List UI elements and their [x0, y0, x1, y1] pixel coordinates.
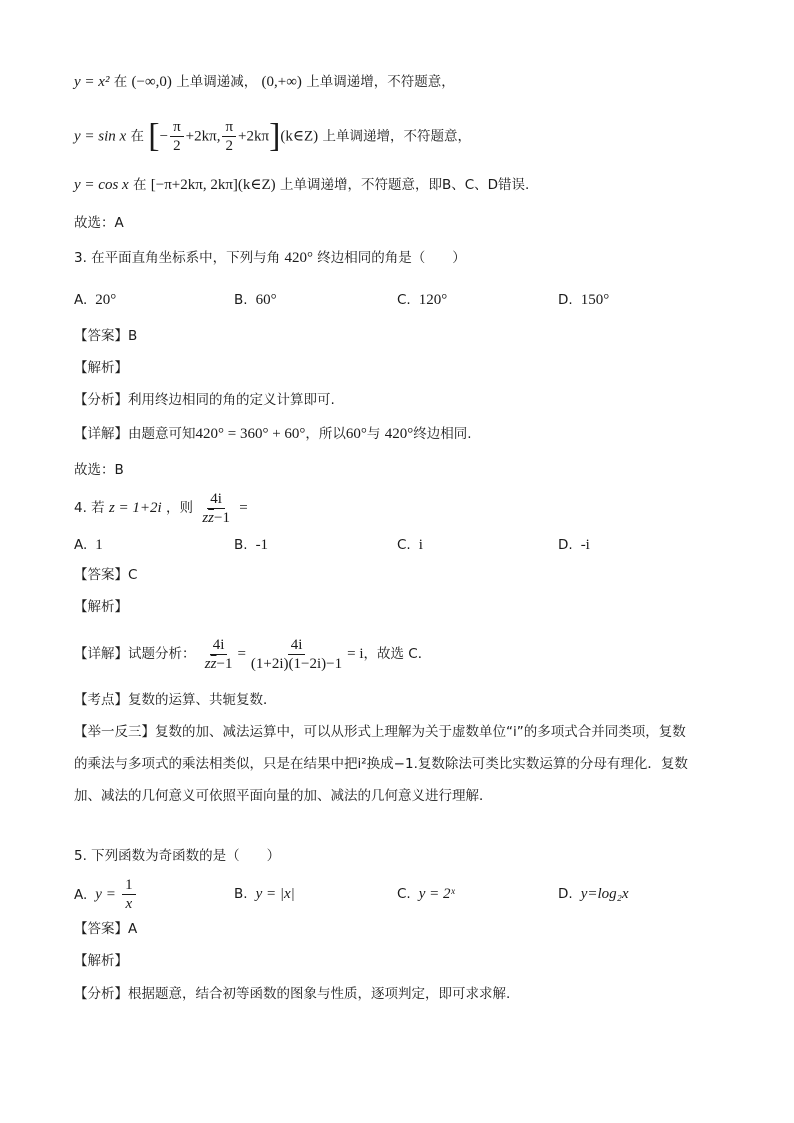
- line-cos: y = cos x 在 [−π+2kπ, 2kπ](k∈Z) 上单调递增，不符题意，即B、C、D错误.: [74, 177, 530, 193]
- q4-juyi-line1: 【举一反三】复数的加、减法运算中，可以从形式上理解为关于虚数单位“i”的多项式合并同类项，复数: [74, 724, 686, 740]
- math-x-squared: y = x²: [74, 74, 110, 90]
- q3-jiexi: 【解析】: [74, 360, 128, 376]
- q5-option-b: B. y = |x|: [234, 886, 295, 902]
- q3-option-c: C. 120°: [397, 292, 448, 308]
- line-sin: y = sin x 在 [− $\frac{\pi}{2}$ +2kπ, $\frac{\pi}{2}$ +2kπ](k∈Z) 上单调递增，不符题意，: [74, 117, 471, 155]
- q5-stem: 5. 下列函数为奇函数的是（ ）: [74, 848, 281, 864]
- q5-jiexi: 【解析】: [74, 953, 128, 969]
- q4-option-d: D. -i: [558, 537, 590, 553]
- q3-guxuan: 故选：B: [74, 462, 124, 478]
- q4-answer: 【答案】C: [74, 567, 138, 583]
- q4-xiangjie: 【详解】试题分析： $\frac{4i}{z\overline{z}-1}$ = $\frac{4i}{(1+2i)(1-2i)-1}$ = i，故选 C．: [74, 636, 432, 672]
- q4-juyi-line3: 加、减法的几何意义可依照平面向量的加、减法的几何意义进行理解．: [74, 788, 493, 804]
- q3-answer: 【答案】B: [74, 328, 138, 344]
- q3-stem: 3. 在平面直角坐标系中，下列与角 420° 终边相同的角是（ ）: [74, 250, 466, 266]
- line-x-squared: y = x² 在 (−∞,0) 上单调递减， (0,+∞) 上单调递增，不符题意，: [74, 74, 455, 90]
- q4-option-b: B. -1: [234, 537, 269, 553]
- q3-option-d: D. 150°: [558, 292, 610, 308]
- q3-option-b: B. 60°: [234, 292, 277, 308]
- q4-kaodian: 【考点】复数的运算、共轭复数．: [74, 692, 277, 708]
- q4-jiexi: 【解析】: [74, 599, 128, 615]
- q4-juyi-line2: 的乘法与多项式的乘法相类似，只是在结果中把i²换成−1.复数除法可类比实数运算的分母有理化．复数: [74, 756, 688, 772]
- choice-a-line: 故选：A: [74, 215, 124, 231]
- q3-option-a: A. 20°: [74, 292, 117, 308]
- q3-fenxi: 【分析】利用终边相同的角的定义计算即可.: [74, 392, 335, 408]
- q4-stem: 4. 若 z = 1+2i ，则 $\frac{4i}{z\overline{z}-1}$ =: [74, 490, 248, 526]
- q5-option-a: A. y = $\frac{1}{x}$: [74, 876, 138, 913]
- q4-option-c: C. i: [397, 537, 423, 553]
- q3-xiangjie: 【详解】由题意可知420° = 360° + 60°，所以60°与 420°终边相同.: [74, 426, 472, 442]
- q5-option-c: C. y = 2ˣ: [397, 886, 455, 902]
- q5-answer: 【答案】A: [74, 921, 138, 937]
- q5-fenxi: 【分析】根据题意，结合初等函数的图象与性质，逐项判定，即可求求解.: [74, 986, 511, 1002]
- q5-option-d: D. y=log₂x: [558, 886, 629, 902]
- q4-option-a: A. 1: [74, 537, 103, 553]
